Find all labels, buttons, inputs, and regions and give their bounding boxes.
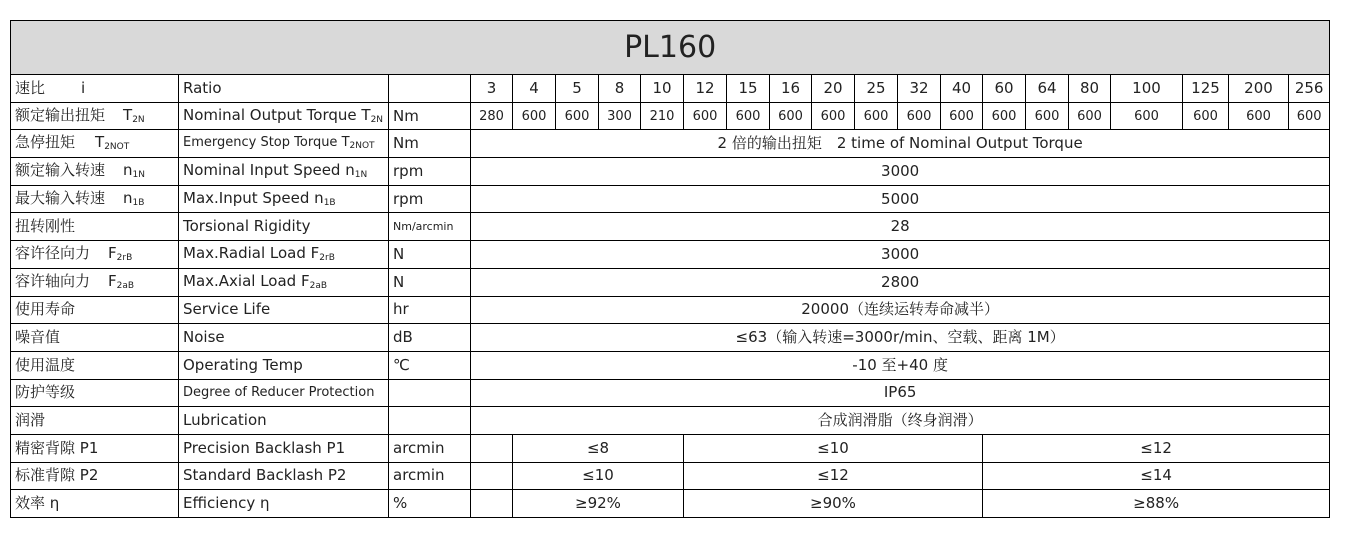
row-label-en — [179, 434, 389, 462]
spec-row — [11, 185, 1330, 213]
label-cn-text: 标准背隙 P2 — [15, 466, 99, 485]
group-value-cell: ≤10 — [684, 434, 983, 462]
label-cn-text: 润滑 — [15, 411, 46, 430]
spec-row — [11, 102, 1330, 130]
ratio-cell: 60 — [983, 75, 1026, 103]
ratio-cell: 12 — [684, 75, 727, 103]
label-en-text: Noise — [183, 328, 225, 347]
label-en-text: Degree of Reducer Protection — [183, 385, 375, 401]
value-cell: 600 — [812, 102, 855, 130]
spec-row — [11, 268, 1330, 296]
label-en-text: Max.Radial Load F — [183, 243, 320, 262]
merged-value-cell: 2800 — [471, 268, 1330, 296]
row-label-cn — [11, 241, 179, 269]
label-en-subscript: 1N — [354, 169, 368, 180]
label-cn-symbol: F — [108, 243, 117, 262]
value-cell: 600 — [684, 102, 727, 130]
title-row — [11, 21, 1330, 75]
label-en-text: Standard Backlash P2 — [183, 466, 347, 485]
value-cell: 300 — [599, 102, 641, 130]
empty-cell — [471, 490, 513, 518]
row-label-cn — [11, 102, 179, 130]
row-unit — [389, 296, 471, 324]
row-label-cn — [11, 462, 179, 490]
value-cell: 600 — [770, 102, 812, 130]
spec-row — [11, 407, 1330, 435]
ratio-cell: 100 — [1111, 75, 1183, 103]
spec-row — [11, 379, 1330, 407]
label-cn-text: 扭转刚性 — [15, 217, 76, 236]
ratio-cell: 8 — [599, 75, 641, 103]
value-cell: 600 — [1069, 102, 1111, 130]
merged-value-cell: 3000 — [471, 158, 1330, 186]
spec-table — [10, 20, 1330, 518]
group-value-cell: ≥92% — [513, 490, 684, 518]
row-unit — [389, 490, 471, 518]
row-label-en — [179, 462, 389, 490]
value-cell: 600 — [556, 102, 599, 130]
value-cell: 600 — [1026, 102, 1069, 130]
value-cell: 600 — [941, 102, 983, 130]
label-en-text: Nominal Output Torque T — [183, 105, 371, 124]
unit-text: arcmin — [393, 466, 445, 485]
row-unit — [389, 351, 471, 379]
label-cn-symbol: T — [123, 105, 133, 124]
row-label-cn — [11, 213, 179, 241]
row-unit — [389, 158, 471, 186]
ratio-cell: 32 — [898, 75, 941, 103]
row-label-en — [179, 324, 389, 352]
unit-text: N — [393, 272, 405, 291]
row-label-cn — [11, 434, 179, 462]
ratio-cell: 256 — [1289, 75, 1330, 103]
label-en-subscript: 1B — [323, 197, 336, 208]
label-cn-symbol: i — [81, 78, 86, 97]
label-en-text: Max.Input Speed n — [183, 188, 324, 207]
row-unit — [389, 213, 471, 241]
unit-text: Nm — [393, 134, 419, 153]
label-en-text: Emergency Stop Torque T — [183, 135, 350, 151]
row-label-cn — [11, 268, 179, 296]
spec-row — [11, 241, 1330, 269]
empty-cell — [471, 462, 513, 490]
label-en-subscript: 2aB — [309, 280, 328, 291]
unit-text: Nm — [393, 106, 419, 125]
row-label-cn — [11, 185, 179, 213]
ratio-cell: 16 — [770, 75, 812, 103]
merged-value-cell: 20000（连续运转寿命减半） — [471, 296, 1330, 324]
spec-row — [11, 158, 1330, 186]
ratio-cell: 20 — [812, 75, 855, 103]
label-cn-subscript: 1N — [132, 169, 145, 180]
unit-text: rpm — [393, 161, 424, 180]
ratio-cell: 125 — [1183, 75, 1229, 103]
value-cell: 280 — [471, 102, 513, 130]
group-value-cell: ≤14 — [983, 462, 1330, 490]
row-unit — [389, 268, 471, 296]
row-label-cn — [11, 130, 179, 158]
group-value-cell: ≤8 — [513, 434, 684, 462]
row-label-en — [179, 130, 389, 158]
label-cn-symbol: T — [95, 133, 105, 152]
merged-value-cell: 3000 — [471, 241, 1330, 269]
unit-text: rpm — [393, 189, 424, 208]
row-label-cn — [11, 296, 179, 324]
spec-row — [11, 75, 1330, 103]
value-cell: 600 — [898, 102, 941, 130]
ratio-cell: 3 — [471, 75, 513, 103]
label-en-text: Ratio — [183, 78, 222, 97]
row-label-en — [179, 490, 389, 518]
label-cn-subscript: 2N — [132, 114, 145, 125]
spec-row — [11, 351, 1330, 379]
row-label-en — [179, 241, 389, 269]
unit-text: dB — [393, 328, 413, 347]
ratio-cell: 200 — [1229, 75, 1289, 103]
value-cell: 210 — [641, 102, 684, 130]
merged-value-cell: 2 倍的输出扭矩 2 time of Nominal Output Torque — [471, 130, 1330, 158]
label-cn-text: 额定输入转速 — [15, 160, 106, 179]
page-title: PL160 — [11, 21, 1330, 75]
label-cn-symbol: n — [123, 160, 133, 179]
value-cell: 600 — [1229, 102, 1289, 130]
row-unit — [389, 241, 471, 269]
label-en-subscript: 2NOT — [349, 141, 375, 152]
unit-text: Nm/arcmin — [393, 220, 454, 234]
row-label-cn — [11, 407, 179, 435]
label-cn-subscript: 2NOT — [104, 142, 130, 153]
row-unit — [389, 434, 471, 462]
label-cn-text: 最大输入转速 — [15, 188, 106, 207]
row-label-en — [179, 213, 389, 241]
row-label-cn — [11, 351, 179, 379]
ratio-cell: 40 — [941, 75, 983, 103]
label-cn-symbol: n — [123, 188, 133, 207]
row-unit — [389, 130, 471, 158]
label-en-text: Max.Axial Load F — [183, 271, 310, 290]
row-label-en — [179, 407, 389, 435]
group-value-cell: ≤12 — [684, 462, 983, 490]
label-en-text: Service Life — [183, 300, 271, 319]
row-unit — [389, 102, 471, 130]
ratio-cell: 80 — [1069, 75, 1111, 103]
label-en-text: Precision Backlash P1 — [183, 438, 346, 457]
row-label-en — [179, 75, 389, 103]
label-cn-text: 使用寿命 — [15, 300, 76, 319]
row-label-cn — [11, 324, 179, 352]
value-cell: 600 — [513, 102, 556, 130]
label-cn-text: 噪音值 — [15, 328, 61, 347]
label-cn-text: 防护等级 — [15, 383, 76, 402]
label-cn-symbol: F — [108, 271, 117, 290]
merged-value-cell: ≤63（输入转速=3000r/min、空载、距离 1M） — [471, 324, 1330, 352]
merged-value-cell: -10 至+40 度 — [471, 351, 1330, 379]
row-label-en — [179, 185, 389, 213]
row-label-cn — [11, 75, 179, 103]
merged-value-cell: 合成润滑脂（终身润滑） — [471, 407, 1330, 435]
group-value-cell: ≤12 — [983, 434, 1330, 462]
merged-value-cell: 28 — [471, 213, 1330, 241]
unit-text: hr — [393, 300, 409, 319]
ratio-cell: 5 — [556, 75, 599, 103]
value-cell: 600 — [1183, 102, 1229, 130]
unit-text: arcmin — [393, 438, 445, 457]
value-cell: 600 — [855, 102, 898, 130]
row-unit — [389, 75, 471, 103]
unit-text: N — [393, 244, 405, 263]
label-cn-text: 速比 — [15, 78, 46, 97]
label-cn-text: 精密背隙 P1 — [15, 438, 99, 457]
row-unit — [389, 379, 471, 407]
row-label-en — [179, 296, 389, 324]
label-cn-subscript: 2aB — [116, 280, 135, 291]
row-label-en — [179, 102, 389, 130]
label-en-text: Nominal Input Speed n — [183, 160, 355, 179]
value-cell: 600 — [983, 102, 1026, 130]
label-cn-text: 急停扭矩 — [15, 133, 76, 152]
label-en-text: Lubrication — [183, 411, 267, 430]
spec-row — [11, 490, 1330, 518]
row-unit — [389, 185, 471, 213]
merged-value-cell: 5000 — [471, 185, 1330, 213]
label-cn-text: 效率 η — [15, 494, 60, 513]
row-label-cn — [11, 158, 179, 186]
row-label-en — [179, 158, 389, 186]
spec-row — [11, 324, 1330, 352]
label-en-subscript: 2rB — [319, 252, 335, 263]
label-en-text: Efficiency η — [183, 494, 270, 513]
ratio-cell: 15 — [727, 75, 770, 103]
value-cell: 600 — [727, 102, 770, 130]
unit-text: ℃ — [393, 355, 410, 374]
label-en-subscript: 2N — [370, 114, 384, 125]
label-cn-subscript: 1B — [132, 197, 145, 208]
ratio-cell: 4 — [513, 75, 556, 103]
spec-row — [11, 213, 1330, 241]
group-value-cell: ≤10 — [513, 462, 684, 490]
row-label-en — [179, 379, 389, 407]
label-cn-text: 容许径向力 — [15, 243, 91, 262]
merged-value-cell: IP65 — [471, 379, 1330, 407]
label-cn-text: 额定输出扭矩 — [15, 105, 106, 124]
row-label-cn — [11, 490, 179, 518]
label-en-text: Torsional Rigidity — [183, 217, 311, 236]
ratio-cell: 64 — [1026, 75, 1069, 103]
label-cn-text: 使用温度 — [15, 355, 76, 374]
spec-row — [11, 462, 1330, 490]
row-unit — [389, 462, 471, 490]
row-label-en — [179, 268, 389, 296]
value-cell: 600 — [1289, 102, 1330, 130]
label-cn-subscript: 2rB — [116, 252, 133, 263]
spec-row — [11, 434, 1330, 462]
value-cell: 600 — [1111, 102, 1183, 130]
label-cn-text: 容许轴向力 — [15, 271, 91, 290]
unit-text: % — [393, 494, 408, 513]
ratio-cell: 10 — [641, 75, 684, 103]
group-value-cell: ≥88% — [983, 490, 1330, 518]
empty-cell — [471, 434, 513, 462]
ratio-cell: 25 — [855, 75, 898, 103]
spec-row — [11, 296, 1330, 324]
spec-row — [11, 130, 1330, 158]
group-value-cell: ≥90% — [684, 490, 983, 518]
row-label-cn — [11, 379, 179, 407]
row-unit — [389, 407, 471, 435]
row-label-en — [179, 351, 389, 379]
row-unit — [389, 324, 471, 352]
label-en-text: Operating Temp — [183, 355, 303, 374]
